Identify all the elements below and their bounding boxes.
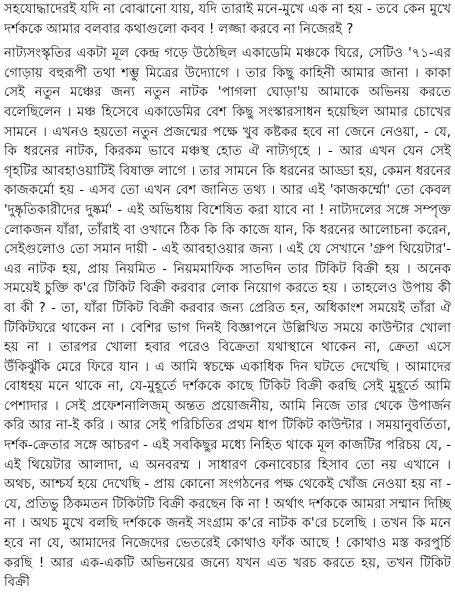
- paragraph-2: নাট্যসংস্কৃতির একটা মূল কেন্দ্র গড়ে উঠেছিল একাডেমি মঞ্চকে ঘিরে, সেটিও '৭১-এর গোড়ায় বহুরূপী তথা শম্ভু মিত্রের উদ্যোগে । তার কিছু কাহিনী আমার জানা । কাকা সেই নতুন মঞ্চের জন্য নতুন নাটক 'পাগলা ঘোড়া'য় আমাকে অভিনয় করতে বলেছিলেন । মঞ্চ হিসেবে একাডেমির বেশ কিছু সংস্কারসাধন হয়েছিল আমার চোখের সামনে । এখনও হয়তো নতুন প্রজন্মের পক্ষে খুব কষ্টকর হবে না জেনে নেওয়া, - যে, কি ধরনের নাটক, কিরকম ভাবে মঞ্চস্থ হোত ঐ নাট্যগৃহে । - আর এখন যেন সেই গৃহটির আবহাওয়াটিই বিষাক্ত লাগে । তার সামনে কি ধরনের আড্ডা হয়, কেমন ধরনের কাজকর্মো হয় - এসব তো এখন বেশ জানিত তথ্য । আর এই 'কাজকর্ম্মো' তো কেবল 'দুষ্কৃতিকারীদের দুষ্কর্ম' - এই অভিধায় বিশেষিত করা যাবে না ! নাট্যদলের সঙ্গে সম্পৃক্ত লোকজন যাঁরা, তাঁরাই বা ওখানে ঠিক কি কি কাজে যান, কি ধরনের আলোচনা করেন, সেইগুলোও তো সমান দায়ী - এই আবহাওয়ার জন্য । এই যে সেখানে 'গ্রুপ থিয়েটার'-এর নাটক হয়, প্রায় নিয়মিত - নিয়মমাফিক সাতদিন তার টিকিট বিক্রী হয় । অনেক সময়েই চুক্তি ক'রে টিকিট বিক্রী করবার লোক নিয়োগ করতে হয় । তাহলেও উপায় কী বা কী ? - তা, যাঁরা টিকিট বিক্রী করবার জন্য প্রেরিত হন, অধিকাংশ সময়েই তাঁরা ঐ টিকিটঘরে থাকেন না । বেশির ভাগ দিনই বিজ্ঞাপনে উল্লিখিত সময়ে কাউন্টার খোলা হয় না । তারপর খোলা হবার পরেও বিক্রেতা যথাস্থানে থাকেন না, ক্রেতা এসে উঁকিঝুঁকি মেরে ফিরে যান । এ আমি স্বচক্ষে একাধিক দিন ঘটতে দেখেছি । আমাদের বোধহয় মনে থাকে না, যে-মুহূর্তে দর্শককে কাছে টিকিট বিক্রী করছি সেই মুহূর্তে আমি পেশাদার । সেই প্রফেশনালিজম্ অন্তত প্রয়োজনীয়, আমি নিজে তার থেকে উপার্জন করি আর না-ই করি । আর সেই পরিচিতির প্রথম ধাপ টিকিট কাউন্টার । সময়ানুবর্তিতা, দর্শক-ক্রেতার সঙ্গে আচরণ - এই সবকিছুর মধ্যে নিহিত থাকে মূল কাজটির পরিচয় যে, - এই থিয়েটার আলাদা, এ অনবরম্ম । সাধারণ কেনাবেচার হিসাব তো নয় এখানে । অথচ, আশ্চর্য হয়ে দেখেছি - প্রায় কোনো সংগঠনের পক্ষ থেকেই খোঁজ নেওয়া হয় না - যে, প্রতিভু ঠিকমতন টিকিটটি বিক্রী করছেন কি না ! অর্থাৎ দর্শককে আমরা সম্মান দিচ্ছি না । অথচ মুখে বলছি দর্শককে জনই সংগ্রাম ক'রে নাটক ক'রে চলেছি । তখন কি মনে হবে না যে, আমাদের নিজেদের ভেতরেই কোথাও ফাঁক আছে ! কোথাও মস্ত করপুর্চি করছি ! আর এক-একটি অভিনয়ের জন্যে যখন এত খরচ করতে হয়, তখন টিকিট বিক্রী: [4, 46, 451, 591]
- paragraph-1: সহযোদ্ধাদেরই যদি না বোঝানো যায়, যদি তারাই মনে-মুখে এক না হয় - তবে কেন মুখে দর্শককে আমার বলবার কথাগুলো কবব ! লজ্জা করবে না নিজেরই ?: [4, 2, 451, 37]
